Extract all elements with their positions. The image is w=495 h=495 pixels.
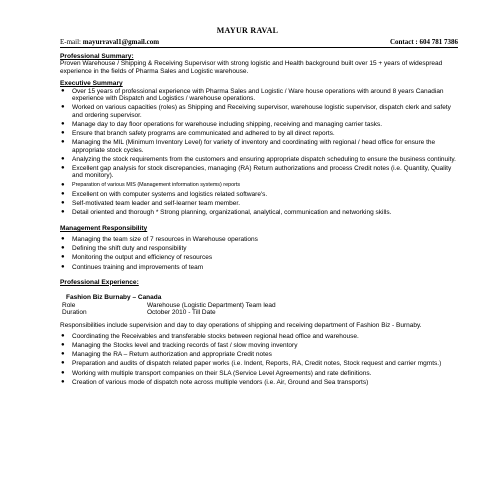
experience-list (60, 333, 458, 386)
professional-experience-heading: Professional Experience: (60, 278, 139, 286)
management-responsibility-list (60, 236, 458, 271)
list-item: ● Over 15 years of professional experience with Pharma Sales and Logistic / Ware house operations with around 8 years Canadian experience with Dispatch and Logistics / warehouse operations. (61, 87, 444, 103)
duration-label: Duration (62, 308, 87, 316)
list-item: ● Creation of various mode of dispatch note across multiple vendors (i.e. Air, Ground and Sea transports) (61, 378, 369, 386)
list-item: ● Monitoring the output and efficiency of resources (61, 254, 213, 262)
list-item: ● Preparation of various MIS (Management information systems) reports (61, 181, 241, 188)
list-item: ● Defining the shift duty and responsibility (61, 245, 187, 253)
bullet-icon: ● (61, 104, 65, 111)
list-item: ● Manage day to day floor operations for warehouse including shipping, receiving and managing carrier tasks. (61, 120, 383, 128)
resume-body (60, 53, 458, 388)
bullet-icon: ● (61, 351, 65, 358)
bullet-icon: ● (61, 332, 65, 339)
bullet-icon: ● (61, 360, 65, 367)
duration-row (62, 309, 458, 316)
bullet-icon: ● (61, 130, 65, 137)
bullet-icon: ● (61, 87, 65, 94)
role-value: Warehouse (Logistic Department) Team lead (147, 301, 276, 309)
header-divider (60, 47, 458, 48)
bullet-icon: ● (61, 200, 65, 207)
candidate-name: MAYUR RAVAL (216, 26, 279, 35)
bullet-icon: ● (61, 369, 65, 376)
list-item: ● Continues training and improvements of team (61, 263, 204, 271)
management-responsibility-heading: Management Responsibility (60, 225, 148, 233)
list-item: ● Preparation and audits of dispatch related paper works (i.e. Indent, Reports, RA, Credit notes, Stock request and carrier mgmts.) (61, 360, 442, 368)
bullet-icon: ● (61, 165, 65, 172)
role-row (62, 302, 458, 309)
executive-summary-heading: Executive Summary (60, 80, 123, 88)
bullet-icon: ● (61, 245, 65, 252)
list-item: ● Managing the team size of 7 resources in Warehouse operations (61, 235, 258, 243)
email-block (60, 38, 159, 46)
email-address[interactable]: mayurraval1@gmail.com (82, 38, 160, 46)
bullet-icon: ● (61, 263, 65, 270)
list-item: ● Excellent gap analysis for stock discrepancies, managing (RA) Return authorizations and process Credit notes (i.e. Quantity, Quality and monitory). (61, 165, 452, 180)
bullet-icon: ● (61, 190, 65, 197)
company-name: Fashion Biz Burnaby – Canada (66, 294, 162, 302)
list-item: ● Excellent on with computer systems and logistics related software's. (61, 190, 268, 198)
list-item: ● Analyzing the stock requirements from the customers and ensuring appropriate dispatch scheduling to ensure the business continuity. (61, 155, 456, 163)
email-label: E-mail: (60, 38, 81, 46)
duration-value: October 2010 - Till Date (147, 308, 216, 316)
bullet-icon: ● (61, 139, 65, 146)
list-item: ● Detail oriented and thorough * Strong planning, organizational, analytical, communication and networking skills. (61, 209, 392, 217)
bullet-icon: ● (61, 341, 65, 348)
bullet-icon: ● (61, 209, 65, 216)
list-item: ● Self-motivated team leader and self-learner team member. (61, 200, 240, 208)
professional-summary-heading: Professional Summary: (60, 53, 134, 60)
phone-contact: Contact : 604 781 7386 (389, 38, 458, 46)
bullet-icon: ● (61, 181, 65, 188)
list-item: ● Managing the Stocks level and tracking records of fast / slow moving inventory (61, 341, 298, 349)
list-item: ● Worked on various capacities (roles) as Shipping and Receiving supervisor, warehouse logistic supervisor, dispatch clerk and safety and ordering supervisor. (61, 104, 451, 119)
list-item: ● Working with multiple transport companies on their SLA (Service Level Agreements) and rate definitions. (61, 369, 372, 377)
bullet-icon: ● (61, 235, 65, 242)
list-item: ● Ensure that branch safety programs are communicated and adhered to by all direct reports. (61, 130, 335, 138)
role-label: Role (62, 301, 76, 309)
professional-summary-text: Proven Warehouse / Shipping & Receiving Supervisor with strong logistic and Health background built over 15 + years of widespread experience in the fields of Pharma Sales and Logistic warehouse. (60, 60, 443, 75)
bullet-icon: ● (61, 254, 65, 261)
bullet-icon: ● (61, 155, 65, 162)
executive-summary-list (60, 88, 458, 217)
experience-intro: Responsibilities include supervision and day to day operations of shipping and receiving department of Fashion Biz - Burnaby. (60, 322, 422, 330)
bullet-icon: ● (61, 120, 65, 127)
list-item: ● Coordinating the Receivables and transferable stocks between regional head office and warehouse. (61, 332, 359, 340)
bullet-icon: ● (61, 378, 65, 385)
list-item: ● Managing the MIL (Minimum Inventory Level) for variety of inventory and coordinating with regional / head office for ensure the appropriate stock cycles. (61, 139, 436, 154)
list-item: ● Managing the RA – Return authorization and appropriate Credit notes (61, 351, 272, 359)
